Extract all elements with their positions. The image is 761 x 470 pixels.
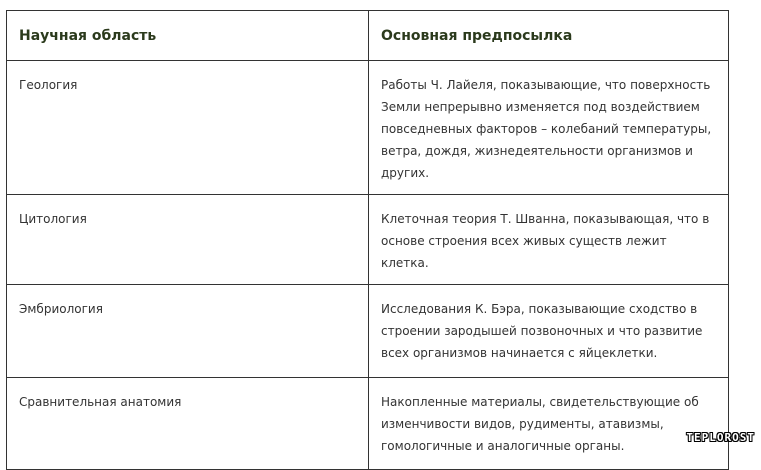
- header-scientific-field: Научная область: [7, 11, 369, 61]
- row-premise-embryology: Исследования К. Бэра, показывающие сходство в строении зародышей позвоночных и что развитие всех организмов начинается с яйцеклетки.: [369, 285, 729, 378]
- table-row: [7, 378, 729, 470]
- row-field-geology: Геология: [7, 61, 369, 195]
- row-field-comparative-anatomy: Сравнительная анатомия: [7, 378, 369, 470]
- table-row: [7, 61, 729, 195]
- row-premise-cytology: Клеточная теория Т. Шванна, показывающая, что в основе строения всех живых существ лежит клетка.: [369, 195, 729, 285]
- row-field-embryology: Эмбриология: [7, 285, 369, 378]
- table-row: [7, 285, 729, 378]
- header-main-premise: Основная предпосылка: [369, 11, 729, 61]
- table-row: [7, 195, 729, 285]
- row-field-cytology: Цитология: [7, 195, 369, 285]
- row-premise-comparative-anatomy: Накопленные материалы, свидетельствующие об изменчивости видов, рудименты, атавизмы, гомологичные и аналогичные органы.: [369, 378, 729, 470]
- science-premises-table: [6, 10, 729, 470]
- row-premise-geology: Работы Ч. Лайеля, показывающие, что поверхность Земли непрерывно изменяется под воздействием повседневных факторов – колебаний температуры, ветра, дождя, жизнедеятельности организмов и других.: [369, 61, 729, 195]
- table-header-row: [7, 11, 729, 61]
- content-table-container: [6, 10, 728, 470]
- watermark-logo: TEPLOROST: [686, 431, 755, 444]
